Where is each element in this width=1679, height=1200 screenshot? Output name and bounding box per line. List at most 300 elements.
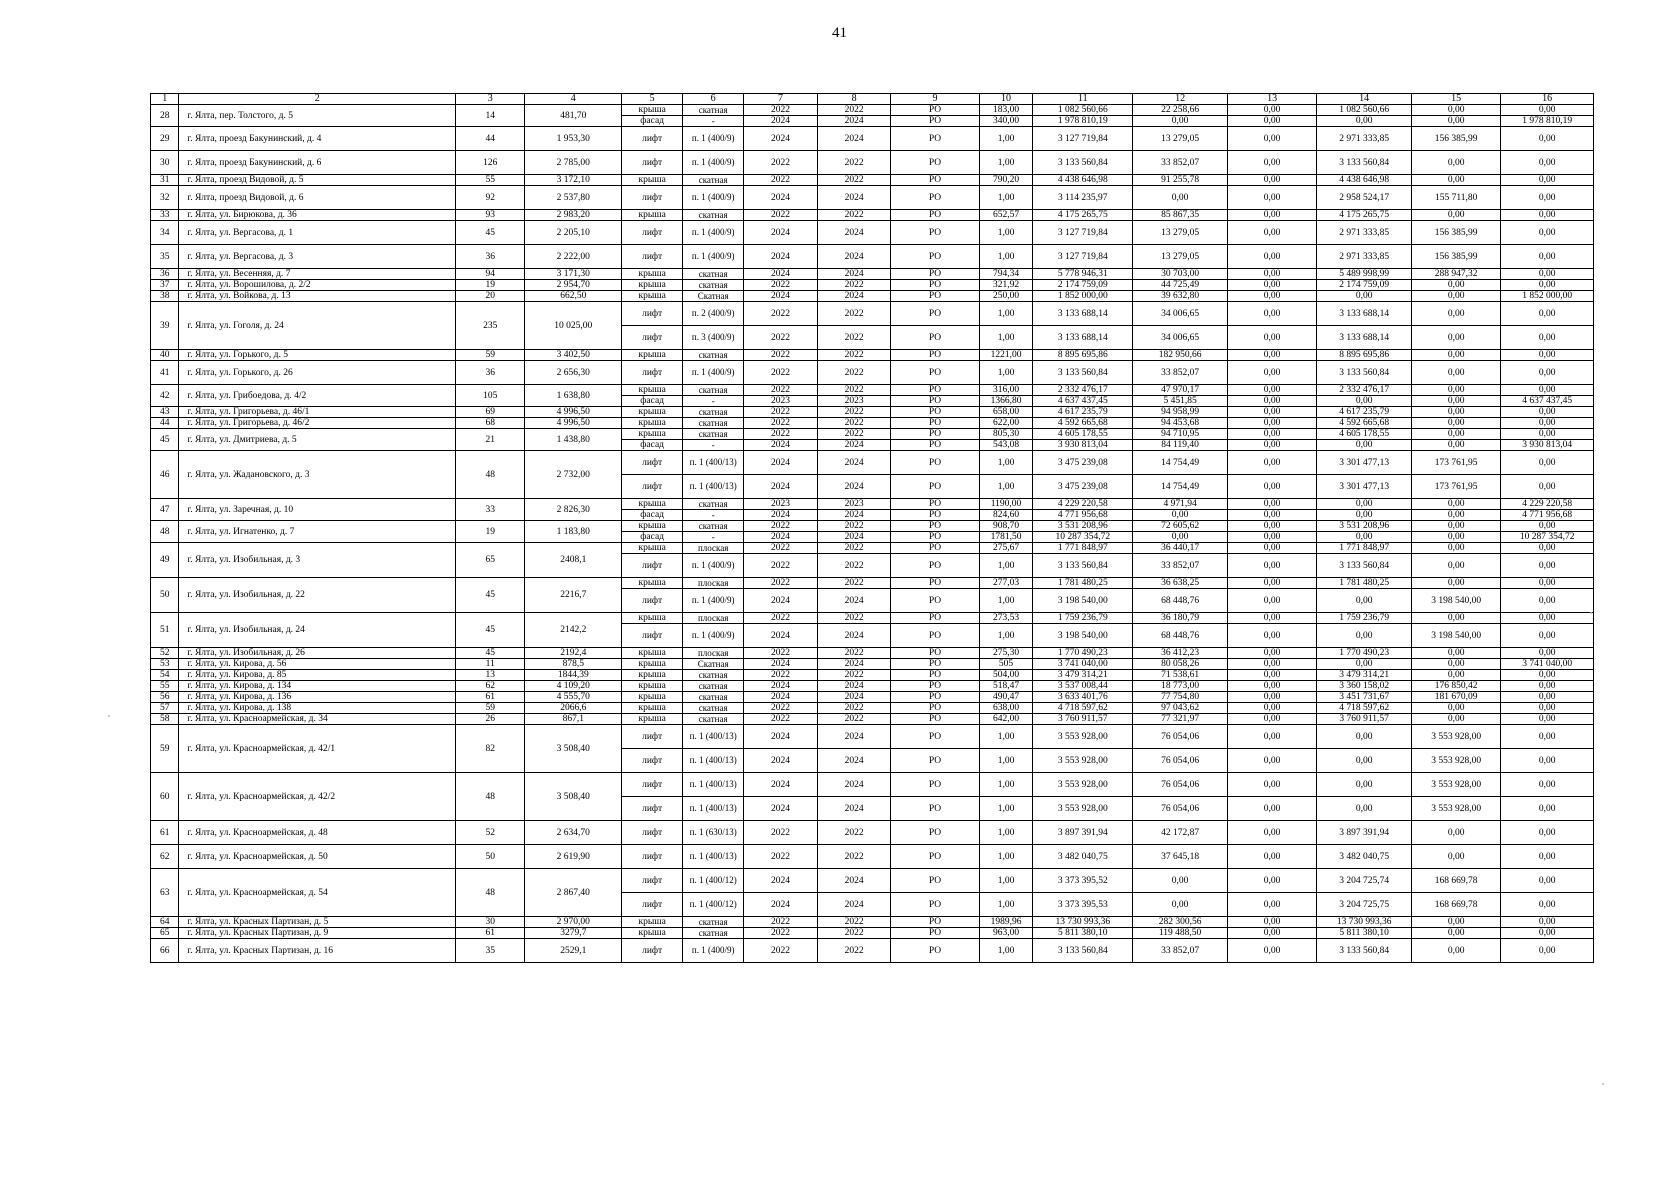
plan-year-end: 2024 — [817, 692, 891, 703]
total-cost: 4 175 265,75 — [1033, 210, 1133, 221]
work-volume: 1,00 — [979, 589, 1033, 613]
work-volume: 1,00 — [979, 186, 1033, 210]
col3-value: 69 — [456, 407, 525, 418]
table-row — [151, 521, 1594, 532]
work-volume: 805,30 — [979, 429, 1033, 440]
work-subtype: скатная — [683, 418, 744, 429]
col4-value: 2529,1 — [525, 939, 622, 963]
total-cost: 4 605 178,55 — [1033, 429, 1133, 440]
table-row — [151, 291, 1594, 302]
plan-year-start: 2022 — [744, 845, 818, 869]
cost-c14: 8 895 695,86 — [1317, 350, 1412, 361]
building-address: г. Ялта, ул. Кирова, д. 138 — [179, 703, 456, 714]
funding-source: РО — [891, 578, 979, 589]
cost-c14: 4 175 265,75 — [1317, 210, 1412, 221]
funding-source: РО — [891, 681, 979, 692]
plan-year-start: 2024 — [744, 532, 818, 543]
cost-c15: 156 385,99 — [1411, 245, 1500, 269]
col4-value: 2 826,30 — [525, 499, 622, 521]
col3-value: 55 — [456, 175, 525, 186]
funding-source: РО — [891, 869, 979, 893]
cost-c13: 0,00 — [1227, 624, 1316, 648]
column-header-10: 10 — [979, 94, 1033, 105]
plan-year-end: 2022 — [817, 326, 891, 350]
cost-c15: 0,00 — [1411, 714, 1500, 725]
total-cost: 3 479 314,21 — [1033, 670, 1133, 681]
cost-c14: 0,00 — [1317, 440, 1412, 451]
building-address: г. Ялта, ул. Бирюкова, д. 36 — [179, 210, 456, 221]
work-type: крыша — [622, 578, 683, 589]
building-address: г. Ялта, ул. Изобильная, д. 26 — [179, 648, 456, 659]
cost-c13: 0,00 — [1227, 105, 1316, 116]
building-address: г. Ялта, ул. Красноармейская, д. 34 — [179, 714, 456, 725]
cost-c12: 0,00 — [1133, 510, 1228, 521]
work-subtype: скатная — [683, 681, 744, 692]
work-subtype: п. 1 (400/9) — [683, 939, 744, 963]
cost-c13: 0,00 — [1227, 326, 1316, 350]
work-subtype: п. 1 (400/13) — [683, 845, 744, 869]
col4-value: 2142,2 — [525, 613, 622, 648]
work-volume: 273,53 — [979, 613, 1033, 624]
work-subtype: скатная — [683, 175, 744, 186]
plan-year-end: 2022 — [817, 210, 891, 221]
col3-value: 48 — [456, 451, 525, 499]
total-cost: 5 778 946,31 — [1033, 269, 1133, 280]
cost-c14: 1 759 236,79 — [1317, 613, 1412, 624]
cost-c12: 91 255,78 — [1133, 175, 1228, 186]
funding-source: РО — [891, 893, 979, 917]
building-address: г. Ялта, ул. Красных Партизан, д. 16 — [179, 939, 456, 963]
work-volume: 1989,96 — [979, 917, 1033, 928]
total-cost: 1 770 490,23 — [1033, 648, 1133, 659]
cost-c13: 0,00 — [1227, 269, 1316, 280]
building-address: г. Ялта, ул. Кирова, д. 136 — [179, 692, 456, 703]
cost-c15: 155 711,80 — [1411, 186, 1500, 210]
cost-c12: 44 725,49 — [1133, 280, 1228, 291]
work-subtype: п. 1 (400/9) — [683, 221, 744, 245]
cost-c16: 0,00 — [1501, 692, 1594, 703]
plan-year-end: 2024 — [817, 269, 891, 280]
funding-source: РО — [891, 499, 979, 510]
total-cost: 1 771 848,97 — [1033, 543, 1133, 554]
funding-source: РО — [891, 554, 979, 578]
table-row — [151, 499, 1594, 510]
building-address: г. Ялта, ул. Жадановского, д. 3 — [179, 451, 456, 499]
total-cost: 3 114 235,97 — [1033, 186, 1133, 210]
work-subtype: п. 1 (400/9) — [683, 624, 744, 648]
table-row — [151, 105, 1594, 116]
cost-c14: 2 971 333,85 — [1317, 245, 1412, 269]
cost-c16: 0,00 — [1501, 939, 1594, 963]
row-number: 35 — [151, 245, 179, 269]
cost-c16: 4 229 220,58 — [1501, 499, 1594, 510]
cost-c13: 0,00 — [1227, 127, 1316, 151]
total-cost: 4 229 220,58 — [1033, 499, 1133, 510]
col4-value: 2 619,90 — [525, 845, 622, 869]
funding-source: РО — [891, 648, 979, 659]
cost-c15: 0,00 — [1411, 429, 1500, 440]
col3-value: 33 — [456, 499, 525, 521]
cost-c13: 0,00 — [1227, 773, 1316, 797]
work-subtype: п. 1 (630/13) — [683, 821, 744, 845]
building-address: г. Ялта, ул. Григорьева, д. 46/2 — [179, 418, 456, 429]
total-cost: 3 553 928,00 — [1033, 773, 1133, 797]
cost-c12: 85 867,35 — [1133, 210, 1228, 221]
plan-year-end: 2022 — [817, 302, 891, 326]
col3-value: 94 — [456, 269, 525, 280]
cost-c16: 0,00 — [1501, 245, 1594, 269]
work-subtype: плоская — [683, 613, 744, 624]
cost-c12: 33 852,07 — [1133, 554, 1228, 578]
total-cost: 1 852 000,00 — [1033, 291, 1133, 302]
cost-c15: 156 385,99 — [1411, 127, 1500, 151]
funding-source: РО — [891, 210, 979, 221]
cost-c12: 94 710,95 — [1133, 429, 1228, 440]
plan-year-end: 2024 — [817, 659, 891, 670]
col4-value: 2408,1 — [525, 543, 622, 578]
cost-c15: 3 198 540,00 — [1411, 589, 1500, 613]
cost-c16: 0,00 — [1501, 917, 1594, 928]
plan-year-end: 2022 — [817, 280, 891, 291]
cost-c12: 119 488,50 — [1133, 928, 1228, 939]
plan-year-end: 2022 — [817, 554, 891, 578]
total-cost: 3 373 395,53 — [1033, 893, 1133, 917]
table-row — [151, 429, 1594, 440]
table-row — [151, 648, 1594, 659]
cost-c15: 0,00 — [1411, 116, 1500, 127]
cost-c13: 0,00 — [1227, 361, 1316, 385]
plan-year-start: 2024 — [744, 659, 818, 670]
cost-c13: 0,00 — [1227, 939, 1316, 963]
plan-year-start: 2022 — [744, 939, 818, 963]
work-type: лифт — [622, 893, 683, 917]
building-address: г. Ялта, ул. Дмитриева, д. 5 — [179, 429, 456, 451]
plan-year-start: 2024 — [744, 797, 818, 821]
funding-source: РО — [891, 291, 979, 302]
cost-c15: 3 198 540,00 — [1411, 624, 1500, 648]
work-volume: 1,00 — [979, 773, 1033, 797]
column-header-14: 14 — [1317, 94, 1412, 105]
cost-c14: 3 204 725,75 — [1317, 893, 1412, 917]
cost-c15: 3 553 928,00 — [1411, 773, 1500, 797]
col4-value: 4 996,50 — [525, 418, 622, 429]
funding-source: РО — [891, 797, 979, 821]
cost-c13: 0,00 — [1227, 510, 1316, 521]
work-type: лифт — [622, 797, 683, 821]
work-subtype: скатная — [683, 385, 744, 396]
building-address: г. Ялта, ул. Изобильная, д. 3 — [179, 543, 456, 578]
cost-c13: 0,00 — [1227, 116, 1316, 127]
cost-c16: 0,00 — [1501, 681, 1594, 692]
work-volume: 1,00 — [979, 127, 1033, 151]
cost-c12: 76 054,06 — [1133, 797, 1228, 821]
cost-c15: 0,00 — [1411, 302, 1500, 326]
row-number: 57 — [151, 703, 179, 714]
col4-value: 2 205,10 — [525, 221, 622, 245]
col3-value: 20 — [456, 291, 525, 302]
building-address: г. Ялта, проезд Видовой, д. 5 — [179, 175, 456, 186]
cost-c12: 13 279,05 — [1133, 221, 1228, 245]
cost-c14: 3 301 477,13 — [1317, 451, 1412, 475]
building-address: г. Ялта, ул. Кирова, д. 134 — [179, 681, 456, 692]
col3-value: 126 — [456, 151, 525, 175]
table-row — [151, 578, 1594, 589]
plan-year-start: 2024 — [744, 869, 818, 893]
work-type: крыша — [622, 418, 683, 429]
row-number: 38 — [151, 291, 179, 302]
total-cost: 4 718 597,62 — [1033, 703, 1133, 714]
cost-c12: 0,00 — [1133, 893, 1228, 917]
table-row — [151, 385, 1594, 396]
cost-c15: 0,00 — [1411, 291, 1500, 302]
row-number: 47 — [151, 499, 179, 521]
work-type: лифт — [622, 589, 683, 613]
work-type: лифт — [622, 773, 683, 797]
cost-c13: 0,00 — [1227, 302, 1316, 326]
total-cost: 3 127 719,84 — [1033, 221, 1133, 245]
funding-source: РО — [891, 749, 979, 773]
cost-c15: 0,00 — [1411, 407, 1500, 418]
work-volume: 1,00 — [979, 869, 1033, 893]
table-row — [151, 821, 1594, 845]
column-header-2: 2 — [179, 94, 456, 105]
total-cost: 3 760 911,57 — [1033, 714, 1133, 725]
plan-year-start: 2022 — [744, 613, 818, 624]
work-volume: 963,00 — [979, 928, 1033, 939]
work-volume: 1,00 — [979, 749, 1033, 773]
work-subtype: п. 1 (400/13) — [683, 749, 744, 773]
cost-c12: 13 279,05 — [1133, 127, 1228, 151]
table-row — [151, 280, 1594, 291]
table-row — [151, 773, 1594, 797]
building-address: г. Ялта, ул. Заречная, д. 10 — [179, 499, 456, 521]
col4-value: 2066,6 — [525, 703, 622, 714]
row-number: 36 — [151, 269, 179, 280]
work-type: крыша — [622, 407, 683, 418]
work-subtype: плоская — [683, 578, 744, 589]
row-number: 43 — [151, 407, 179, 418]
cost-c12: 0,00 — [1133, 869, 1228, 893]
cost-c13: 0,00 — [1227, 221, 1316, 245]
cost-c16: 4 771 956,68 — [1501, 510, 1594, 521]
scan-speck — [108, 715, 110, 717]
col3-value: 62 — [456, 681, 525, 692]
cost-c13: 0,00 — [1227, 928, 1316, 939]
total-cost: 3 475 239,08 — [1033, 475, 1133, 499]
funding-source: РО — [891, 302, 979, 326]
cost-c14: 1 082 560,66 — [1317, 105, 1412, 116]
plan-year-start: 2022 — [744, 105, 818, 116]
work-subtype: п. 1 (400/9) — [683, 554, 744, 578]
cost-c15: 0,00 — [1411, 210, 1500, 221]
work-volume: 1,00 — [979, 893, 1033, 917]
cost-c14: 3 133 560,84 — [1317, 554, 1412, 578]
plan-year-start: 2024 — [744, 245, 818, 269]
work-volume: 543,08 — [979, 440, 1033, 451]
funding-source: РО — [891, 361, 979, 385]
work-type: крыша — [622, 670, 683, 681]
plan-year-start: 2024 — [744, 451, 818, 475]
cost-c13: 0,00 — [1227, 396, 1316, 407]
cost-c16: 0,00 — [1501, 280, 1594, 291]
col3-value: 45 — [456, 613, 525, 648]
col3-value: 93 — [456, 210, 525, 221]
cost-c16: 0,00 — [1501, 350, 1594, 361]
cost-c16: 1 978 810,19 — [1501, 116, 1594, 127]
col3-value: 105 — [456, 385, 525, 407]
funding-source: РО — [891, 821, 979, 845]
total-cost: 3 133 560,84 — [1033, 554, 1133, 578]
cost-c16: 0,00 — [1501, 749, 1594, 773]
col3-value: 48 — [456, 869, 525, 917]
work-type: лифт — [622, 245, 683, 269]
cost-c12: 36 180,79 — [1133, 613, 1228, 624]
work-type: лифт — [622, 749, 683, 773]
cost-c16: 0,00 — [1501, 578, 1594, 589]
row-number: 55 — [151, 681, 179, 692]
page-number: 41 — [832, 25, 847, 41]
work-type: крыша — [622, 350, 683, 361]
work-volume: 652,57 — [979, 210, 1033, 221]
table-row — [151, 613, 1594, 624]
work-type: лифт — [622, 151, 683, 175]
cost-c15: 0,00 — [1411, 396, 1500, 407]
total-cost: 2 174 759,09 — [1033, 280, 1133, 291]
table-row — [151, 703, 1594, 714]
work-volume: 183,00 — [979, 105, 1033, 116]
plan-year-end: 2022 — [817, 821, 891, 845]
cost-c12: 182 950,66 — [1133, 350, 1228, 361]
cost-c12: 77 321,97 — [1133, 714, 1228, 725]
col3-value: 14 — [456, 105, 525, 127]
work-volume: 518,47 — [979, 681, 1033, 692]
cost-c13: 0,00 — [1227, 681, 1316, 692]
work-subtype: п. 1 (400/9) — [683, 245, 744, 269]
total-cost: 3 930 813,04 — [1033, 440, 1133, 451]
cost-c16: 0,00 — [1501, 186, 1594, 210]
plan-year-end: 2022 — [817, 521, 891, 532]
work-subtype: скатная — [683, 407, 744, 418]
plan-year-end: 2024 — [817, 127, 891, 151]
plan-year-start: 2022 — [744, 648, 818, 659]
col3-value: 48 — [456, 773, 525, 821]
plan-year-start: 2022 — [744, 302, 818, 326]
cost-c12: 71 538,61 — [1133, 670, 1228, 681]
row-number: 37 — [151, 280, 179, 291]
column-header-11: 11 — [1033, 94, 1133, 105]
funding-source: РО — [891, 917, 979, 928]
total-cost: 1 978 810,19 — [1033, 116, 1133, 127]
cost-c14: 4 592 665,68 — [1317, 418, 1412, 429]
col3-value: 45 — [456, 648, 525, 659]
cost-c12: 30 703,00 — [1133, 269, 1228, 280]
cost-c15: 0,00 — [1411, 821, 1500, 845]
row-number: 46 — [151, 451, 179, 499]
plan-year-end: 2022 — [817, 578, 891, 589]
work-volume: 1221,00 — [979, 350, 1033, 361]
cost-c16: 0,00 — [1501, 624, 1594, 648]
building-address: г. Ялта, ул. Игнатенко, д. 7 — [179, 521, 456, 543]
row-number: 51 — [151, 613, 179, 648]
plan-year-end: 2022 — [817, 714, 891, 725]
work-subtype: Скатная — [683, 291, 744, 302]
row-number: 42 — [151, 385, 179, 407]
work-type: крыша — [622, 714, 683, 725]
work-volume: 794,34 — [979, 269, 1033, 280]
work-volume: 622,00 — [979, 418, 1033, 429]
cost-c16: 0,00 — [1501, 543, 1594, 554]
table-row — [151, 725, 1594, 749]
plan-year-end: 2022 — [817, 703, 891, 714]
cost-c16: 0,00 — [1501, 326, 1594, 350]
row-number: 33 — [151, 210, 179, 221]
cost-c14: 3 133 560,84 — [1317, 151, 1412, 175]
funding-source: РО — [891, 532, 979, 543]
col3-value: 52 — [456, 821, 525, 845]
cost-c12: 72 605,62 — [1133, 521, 1228, 532]
cost-c12: 34 006,65 — [1133, 302, 1228, 326]
cost-c14: 2 174 759,09 — [1317, 280, 1412, 291]
cost-c13: 0,00 — [1227, 893, 1316, 917]
work-type: лифт — [622, 326, 683, 350]
work-type: лифт — [622, 869, 683, 893]
cost-c12: 33 852,07 — [1133, 151, 1228, 175]
table-row — [151, 221, 1594, 245]
table-row — [151, 245, 1594, 269]
building-address: г. Ялта, ул. Красноармейская, д. 42/1 — [179, 725, 456, 773]
cost-c15: 0,00 — [1411, 554, 1500, 578]
cost-c12: 18 773,00 — [1133, 681, 1228, 692]
col4-value: 4 996,50 — [525, 407, 622, 418]
table-row — [151, 151, 1594, 175]
plan-year-end: 2022 — [817, 175, 891, 186]
cost-c16: 0,00 — [1501, 670, 1594, 681]
cost-c13: 0,00 — [1227, 280, 1316, 291]
table-row — [151, 928, 1594, 939]
cost-c13: 0,00 — [1227, 703, 1316, 714]
work-type: лифт — [622, 127, 683, 151]
plan-year-start: 2022 — [744, 670, 818, 681]
cost-c16: 0,00 — [1501, 773, 1594, 797]
table-row — [151, 939, 1594, 963]
total-cost: 1 082 560,66 — [1033, 105, 1133, 116]
cost-c13: 0,00 — [1227, 589, 1316, 613]
table-row — [151, 917, 1594, 928]
plan-year-start: 2024 — [744, 773, 818, 797]
work-subtype: - — [683, 532, 744, 543]
col3-value: 45 — [456, 578, 525, 613]
cost-c15: 0,00 — [1411, 578, 1500, 589]
cost-c12: 36 412,23 — [1133, 648, 1228, 659]
cost-c14: 1 771 848,97 — [1317, 543, 1412, 554]
total-cost: 3 531 208,96 — [1033, 521, 1133, 532]
work-type: крыша — [622, 105, 683, 116]
cost-c14: 13 730 993,36 — [1317, 917, 1412, 928]
cost-c15: 0,00 — [1411, 613, 1500, 624]
plan-year-end: 2022 — [817, 928, 891, 939]
cost-c13: 0,00 — [1227, 210, 1316, 221]
work-type: крыша — [622, 928, 683, 939]
funding-source: РО — [891, 396, 979, 407]
cost-c12: 5 451,85 — [1133, 396, 1228, 407]
plan-year-end: 2024 — [817, 532, 891, 543]
cost-c14: 0,00 — [1317, 291, 1412, 302]
cost-c15: 0,00 — [1411, 648, 1500, 659]
cost-c16: 0,00 — [1501, 648, 1594, 659]
cost-c14: 0,00 — [1317, 510, 1412, 521]
work-volume: 340,00 — [979, 116, 1033, 127]
plan-year-end: 2022 — [817, 151, 891, 175]
